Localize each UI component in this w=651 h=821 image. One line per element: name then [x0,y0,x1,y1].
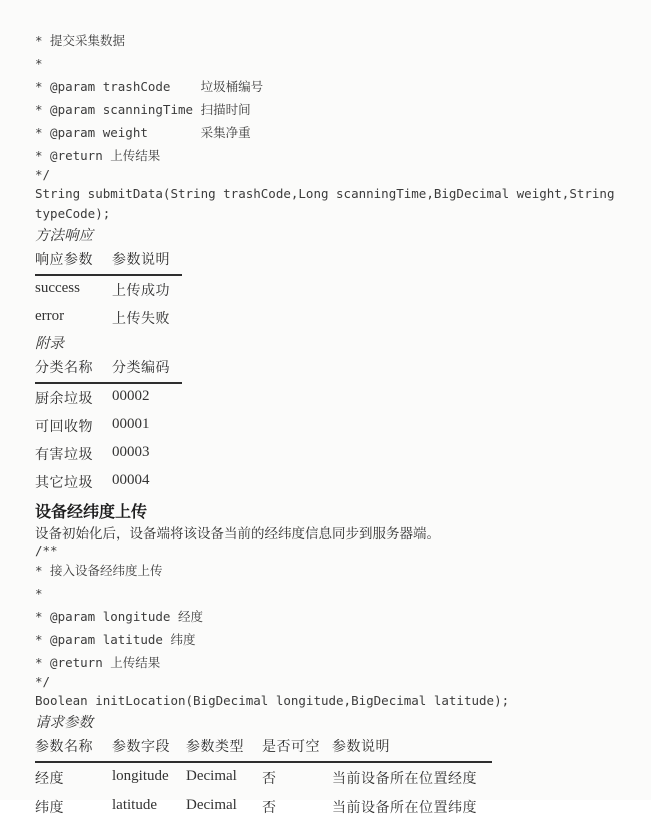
appendix-heading: 附录 [35,336,64,352]
table-cell: Decimal [186,797,237,813]
table-row [35,440,182,468]
column-header: 分类名称 [35,356,112,383]
code-comment-line: * @param longitude 经度 [35,609,203,624]
table-cell: error [35,308,65,324]
table-cell: 上传失败 [112,310,170,326]
table-header-row [35,735,492,762]
table-cell: 00004 [112,472,150,488]
code-comment-line: * 提交采集数据 [35,33,126,48]
code-comment-line: * @param latitude 纬度 [35,632,196,647]
code-method-signature-init-location: Boolean initLocation(BigDecimal longitude,BigDecimal latitude); [35,693,510,708]
table-cell: 可回收物 [35,418,93,434]
request-params-table [35,735,492,821]
column-header: 参数名称 [35,735,112,762]
table-cell: 有害垃圾 [35,446,93,462]
category-codes-table [35,356,182,496]
table-cell: Decimal [186,768,237,784]
table-cell: 厨余垃圾 [35,390,93,406]
code-comment-line: */ [35,674,51,689]
code-comment-block-submit-data [35,30,635,184]
table-header-row [35,248,182,275]
code-comment-line: * @return 上传结果 [35,148,161,163]
table-cell: 否 [262,799,277,815]
code-comment-line: * @param trashCode 垃圾桶编号 [35,79,264,94]
table-row [35,383,182,412]
table-row [35,468,182,496]
column-header: 参数类型 [186,735,262,762]
table-cell: 否 [262,770,277,786]
column-header: 分类编码 [112,356,182,383]
table-header-row [35,356,182,383]
column-header: 是否可空 [262,735,332,762]
table-cell: 当前设备所在位置经度 [332,770,477,786]
table-cell: 00003 [112,444,150,460]
code-comment-block-init-location [35,544,635,691]
method-response-heading: 方法响应 [35,228,93,244]
code-comment-line: * [35,56,43,71]
table-cell: 00001 [112,416,150,432]
table-cell: latitude [112,797,157,813]
column-header: 参数说明 [332,735,492,762]
table-cell: 经度 [35,770,64,786]
table-row [35,275,182,304]
code-method-signature-submit-data: String submitData(String trashCode,Long scanningTime,BigDecimal weight,String typeCode); [35,186,623,221]
code-comment-line: */ [35,167,51,182]
table-cell: 其它垃圾 [35,474,93,490]
column-header: 参数字段 [112,735,186,762]
section-description: 设备初始化后，设备端将该设备当前的经纬度信息同步到服务器端。 [35,526,440,541]
response-params-table [35,248,182,332]
table-cell: 00002 [112,388,150,404]
column-header: 响应参数 [35,248,112,275]
table-cell: 上传成功 [112,282,170,298]
request-params-heading: 请求参数 [35,715,93,731]
code-comment-line: /** [35,543,58,558]
code-comment-line: * [35,586,43,601]
code-comment-line: * @param weight 采集净重 [35,125,251,140]
table-row [35,412,182,440]
table-cell: longitude [112,768,169,784]
table-row [35,762,492,792]
code-comment-line: * @return 上传结果 [35,655,161,670]
table-cell: 纬度 [35,799,64,815]
code-comment-line: * @param scanningTime 扫描时间 [35,102,251,117]
section-title: 设备经纬度上传 [35,504,148,521]
table-cell: 当前设备所在位置纬度 [332,799,477,815]
code-comment-line: * 接入设备经纬度上传 [35,563,163,578]
table-row [35,304,182,332]
column-header: 参数说明 [112,248,182,275]
table-cell: success [35,280,80,296]
table-row [35,792,492,821]
